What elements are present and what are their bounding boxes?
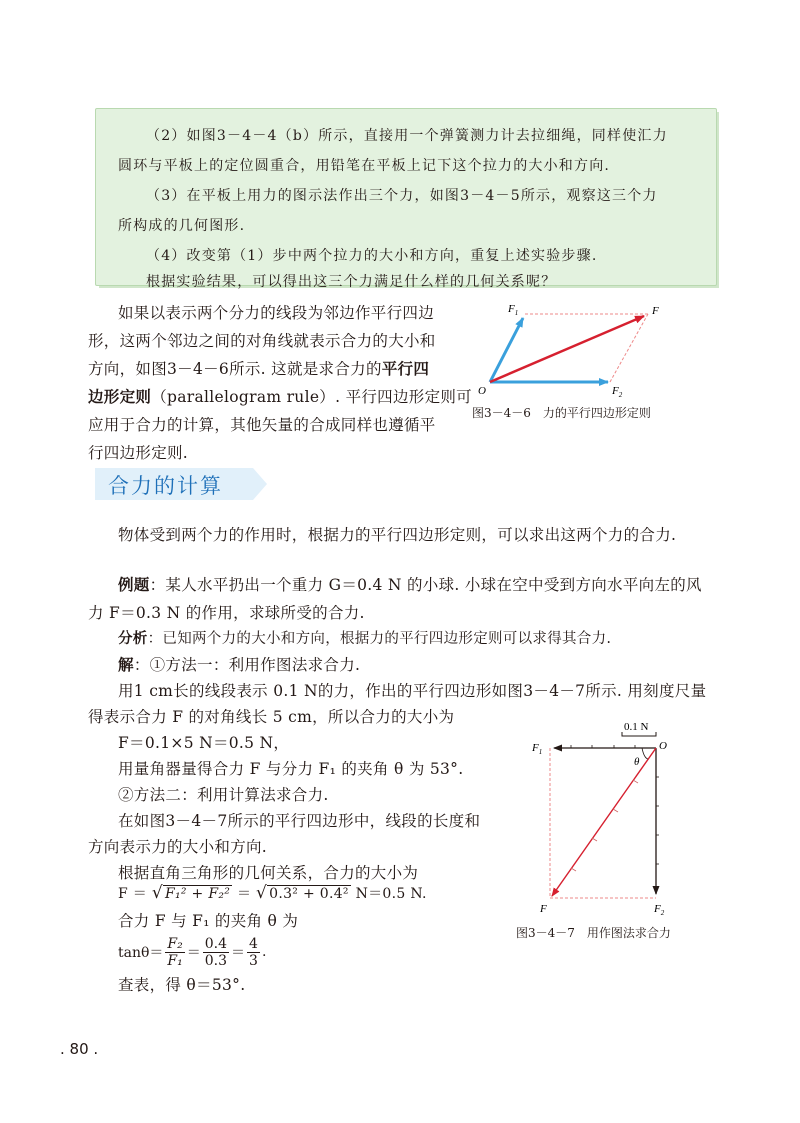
- solution-line: 用1 cm长的线段表示 0.1 N的力，作出的平行四边形如图3－4－7所示. 用刻度尺量: [118, 682, 707, 700]
- box-line: （3）在平板上用力的图示法作出三个力，如图3－4－5所示，观察这三个力: [146, 188, 658, 204]
- solution-line: 在如图3－4－7所示的平行四边形中，线段的长度和: [118, 812, 481, 830]
- label-f1: $F_1$: [532, 742, 543, 756]
- example-line: 力 F＝0.3 N 的作用，求球所受的合力.: [88, 604, 365, 622]
- resultant-ticks: [571, 780, 638, 871]
- equation-magnitude: F ＝ √ F₁² + F₂² ＝ √ 0.3² + 0.4² N＝0.5 N.: [118, 883, 427, 903]
- label-f1: $F_1$: [508, 303, 519, 317]
- solution-line: 方向表示力的大小和方向.: [88, 838, 268, 856]
- solution-line: 得表示合力 F 的对角线长 5 cm，所以合力的大小为: [88, 708, 455, 726]
- figure-caption: 图3－4－7 用作图法求合力: [516, 926, 671, 940]
- resultant-arrow: [490, 316, 644, 382]
- resultant-arrow: [552, 748, 656, 896]
- label-f: F: [652, 305, 659, 317]
- figure-parallelogram-rule: [470, 296, 690, 401]
- box-line: 所构成的几何图形.: [118, 218, 246, 234]
- experiment-box: [95, 108, 717, 290]
- angle-arc: [642, 748, 648, 759]
- label-f: F: [540, 903, 547, 915]
- rule-line: 行四边形定则.: [88, 444, 189, 462]
- label-o: O: [659, 740, 667, 752]
- label-theta: θ: [634, 756, 640, 768]
- box-line: （4）改变第（1）步中两个拉力的大小和方向，重复上述实验步骤.: [146, 248, 598, 264]
- dashed-right-edge: [610, 314, 648, 382]
- f1-arrow: [490, 318, 523, 382]
- solution-line: 解：①方法一：利用作图法求合力.: [118, 655, 361, 674]
- rule-line: 如果以表示两个分力的线段为邻边作平行四边: [118, 304, 435, 322]
- rule-line: 边形定则（parallelogram rule）. 平行四边形定则可: [88, 387, 472, 406]
- solution-line: 合力 F 与 F₁ 的夹角 θ 为: [118, 912, 299, 930]
- box-line: （2）如图3－4－4（b）所示，直接用一个弹簧测力计去拉细绳，同样使汇力: [146, 128, 668, 144]
- label-f2: $F_2$: [654, 903, 665, 917]
- label-f2: $F_2$: [612, 385, 623, 399]
- figure-graphical-method: [530, 718, 690, 918]
- page-number: . 80 .: [60, 1040, 99, 1058]
- analysis-line: 分析：已知两个力的大小和方向，根据力的平行四边形定则可以求得其合力.: [118, 630, 612, 647]
- rule-line: 方向，如图3－4－6所示. 这就是求合力的平行四: [88, 359, 430, 378]
- figure-caption: 图3－4－6 力的平行四边形定则: [472, 406, 651, 420]
- box-line: 根据实验结果，可以得出这三个力满足什么样的几何关系呢？: [146, 274, 557, 290]
- label-o: O: [478, 385, 486, 397]
- solution-line: ②方法二：利用计算法求合力.: [118, 786, 329, 804]
- rule-line: 形，这两个邻边之间的对角线就表示合力的大小和: [88, 332, 436, 350]
- equation-tan: tanθ＝ F₂ F₁ ＝ 0.4 0.3 ＝ 4 3 .: [118, 935, 267, 969]
- solution-line: 根据直角三角形的几何关系，合力的大小为: [118, 864, 419, 882]
- solution-line: F＝0.1×5 N＝0.5 N，: [118, 734, 290, 752]
- example-line: 例题：某人水平扔出一个重力 G＝0.4 N 的小球. 小球在空中受到方向水平向左的风: [118, 575, 702, 594]
- solution-line: 查表，得 θ＝53°.: [118, 976, 246, 994]
- solution-line: 用量角器量得合力 F 与分力 F₁ 的夹角 θ 为 53°.: [118, 760, 464, 778]
- box-line: 圆环与平板上的定位圆重合，用铅笔在平板上记下这个拉力的大小和方向.: [118, 158, 611, 174]
- rule-line: 应用于合力的计算，其他矢量的合成同样也遵循平: [88, 416, 436, 434]
- scale-label: 0.1 N: [624, 721, 649, 733]
- section-title: 合力的计算: [108, 474, 223, 498]
- intro-text: 物体受到两个力的作用时，根据力的平行四边形定则，可以求出这两个力的合力.: [118, 526, 677, 544]
